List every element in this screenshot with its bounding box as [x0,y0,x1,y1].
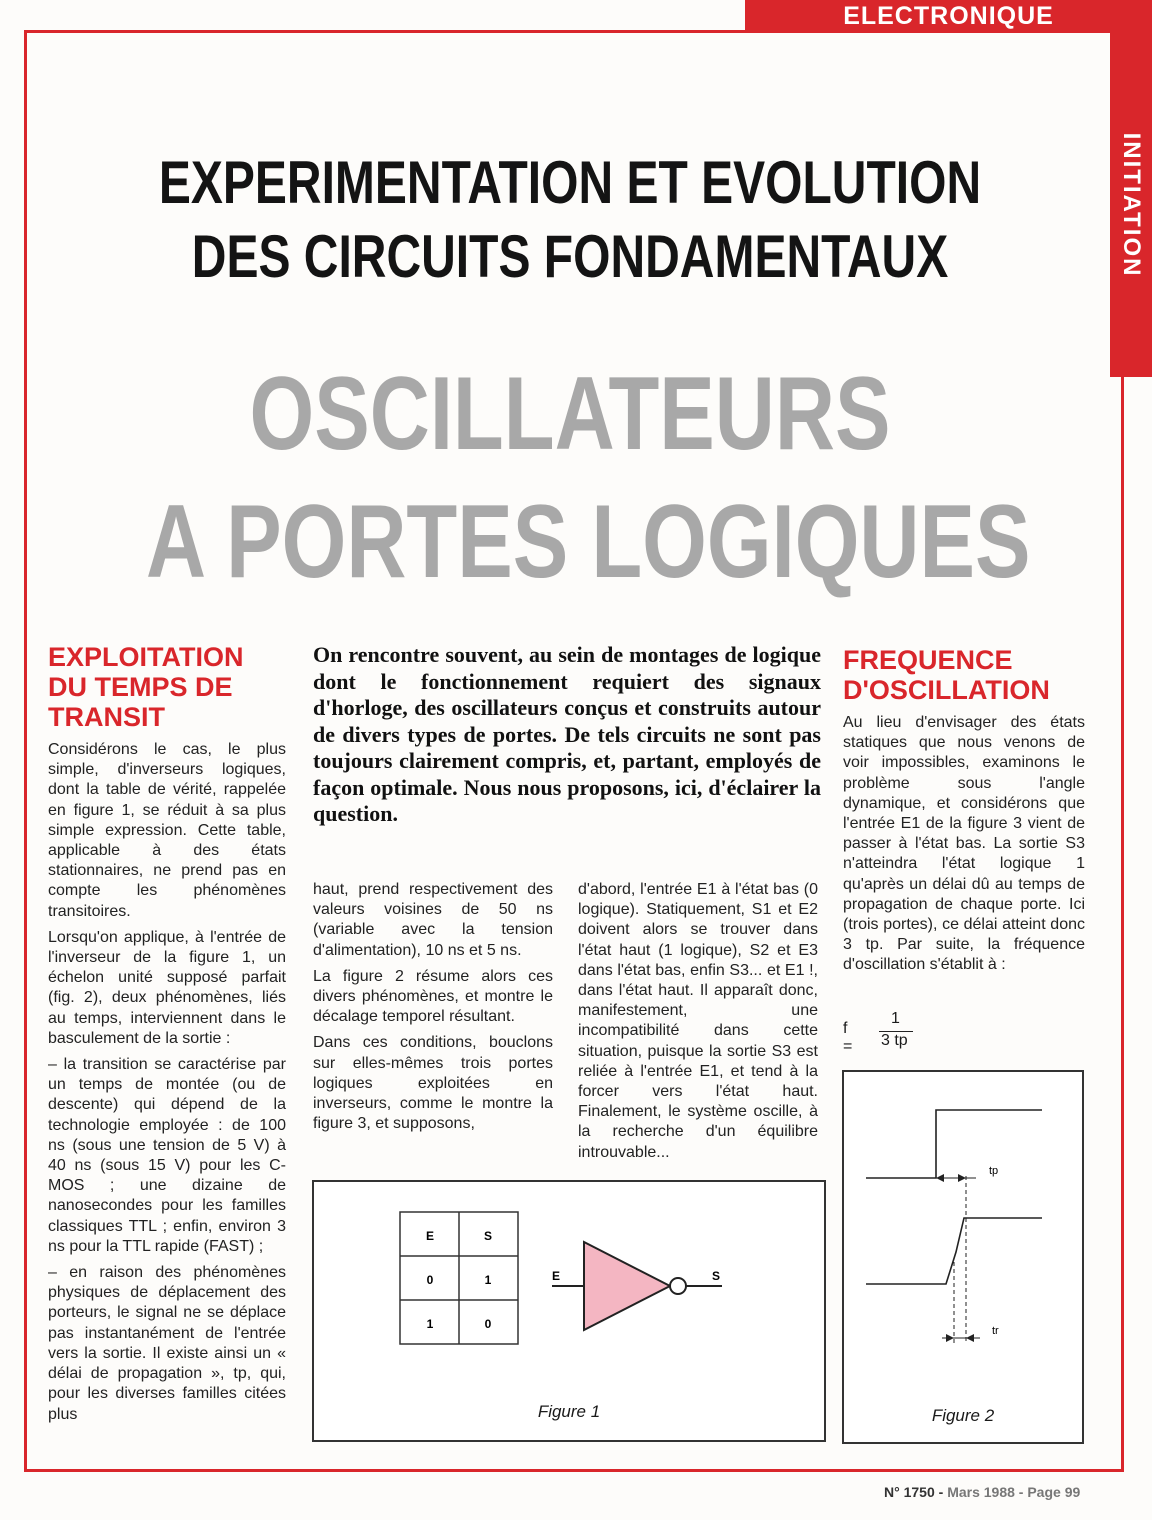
col4-paragraph: Au lieu d'envisager des états statiques que nous venons de voir impossibles, examinons le problème sous l'angle dynamique, et considérons que l'entrée E1 de la figure 3 vient de passer à l'état bas. La sortie S3 n'atteindra l'état logique 1 qu'après un délai dû au temps de propagation de chaque porte. Ici (trois portes), ce délai atteint donc 3 tp. Par suite, la fréquence d'oscillation s'établit à : [843,714,1085,974]
output-waveform [866,1218,1042,1284]
figure-2-caption: Figure 2 [931,1406,995,1425]
section-band [745,0,1152,32]
tr-label: tr [992,1325,999,1337]
title-line-1: EXPERIMENTATION ET EVOLUTION [158,149,982,216]
title-line-4: A PORTES LOGIQUES [146,484,1031,600]
truth-table-cell: 0 [426,1273,434,1287]
figure-1 [312,1180,826,1442]
footer-issue: N° 1750 - [884,1484,944,1500]
truth-table [400,1212,518,1344]
col2-paragraph: Dans ces conditions, bouclons sur elles-mêmes trois portes logiques exploitées en inverseurs, comme le montre la figure 3, et supposons, [313,1034,553,1133]
truth-table-cell: 1 [426,1317,434,1331]
tr-arrowhead [946,1334,954,1342]
lead-paragraph: On rencontre souvent, au sein de montages de logique dont le fonctionnement requiert des signaux d'horloge, des oscillateurs conçus et construits autour de divers types de portes. De tels circuits ne sont pas toujours clairement compris, et, partant, employés de façon optimale. Nous nous proposons, ici, d'éclairer la question. [313,642,821,826]
column-4 [843,645,1085,982]
col1-paragraph: – la transition se caractérise par un temps de montée (ou de descente) qui dépend de la technologie employée : de 100 ns (sous une tension de 5 V) à 40 ns (sous 15 V) pour les C-MOS ; une dizaine de nanosecondes pour les familles classiques TTL ; enfin, environ 3 ns pour la TTL rapide (FAST) ; [48,1056,286,1255]
heading-frequence: FREQUENCE D'OSCILLATION [843,645,1050,705]
column-1 [48,642,286,1431]
tp-arrowhead [936,1174,944,1182]
heading-transit: EXPLOITATION DU TEMPS DE TRANSIT [48,642,244,732]
col1-paragraph: Lorsqu'on applique, à l'entrée de l'inverseur de la figure 1, un échelon unité supposé parfait (fig. 2), deux phénomènes, liés au temps, interviennent dans le basculement de la sortie : [48,928,286,1047]
title-line-2: DES CIRCUITS FONDAMENTAUX [191,223,949,290]
col1-paragraph: Considérons le cas, le plus simple, d'inverseurs logiques, dont la table de vérité, rappelée en figure 1, se réduit à sa plus simple expression. Cette table, applicable à des états stationnaires, ne prend pas en compte les phénomènes transitoires. [48,741,286,920]
inverter-gate [552,1242,722,1330]
truth-table-cell: 0 [484,1317,492,1331]
page-footer [884,1484,1080,1500]
inverter-triangle [584,1242,670,1330]
col2-paragraph: haut, prend respectivement des valeurs voisines de 50 ns (variable avec la tension d'alimentation), 10 ns et 5 ns. [313,881,553,959]
figure-2-drawing [844,1072,1082,1442]
tp-arrowhead [958,1174,966,1182]
input-label: E [552,1269,561,1283]
footer-page: - Page 99 [1018,1484,1081,1500]
formula-denominator: 3 tp [881,1032,908,1049]
col3-paragraph: d'abord, l'entrée E1 à l'état bas (0 logique). Statiquement, S1 et E2 doivent alors se trouver dans l'état haut (1 logique), S2 et E3 dans l'état bas, enfin S3... et E1 !, dans l'état haut. Il apparaît donc, manifestement, une incompatibilité dans cette situation, puisque la sortie S3 est reliée à l'entrée E1, et tend à la forcer vers l'état haut. Finalement, le système oscille, à la recherche d'un équilibre introuvable... [578,881,818,1161]
truth-table-cell: 1 [484,1273,492,1287]
truth-table-header: S [483,1229,493,1243]
figure-1-caption: Figure 1 [537,1402,601,1421]
title-line-3: OSCILLATEURS [249,356,891,472]
formula-numerator: 1 [891,1010,900,1027]
col2-paragraph: La figure 2 résume alors ces divers phénomènes, et montre le décalage temporel résultant. [313,967,553,1026]
output-label: S [712,1269,721,1283]
tr-arrowhead [966,1334,974,1342]
truth-table-header: E [425,1229,435,1243]
column-3 [578,880,818,1169]
figure-2 [842,1070,1084,1444]
side-tab-label: INITIATION [1118,132,1145,277]
input-step-waveform [866,1110,1042,1178]
column-2 [313,880,553,1140]
formula-lhs: f = [843,1020,853,1055]
inverter-bubble [670,1278,686,1294]
tp-label: tp [989,1165,999,1177]
section-label: ELECTRONIQUE [843,1,1054,30]
col1-paragraph: – en raison des phénomènes physiques de déplacement des porteurs, le signal ne se déplace pas instantanément de l'entrée vers la sortie. Il existe ainsi un « délai de propagation », tp, qui, pour les diverses familles citées plus [48,1264,286,1423]
footer-date: Mars 1988 [947,1484,1015,1500]
